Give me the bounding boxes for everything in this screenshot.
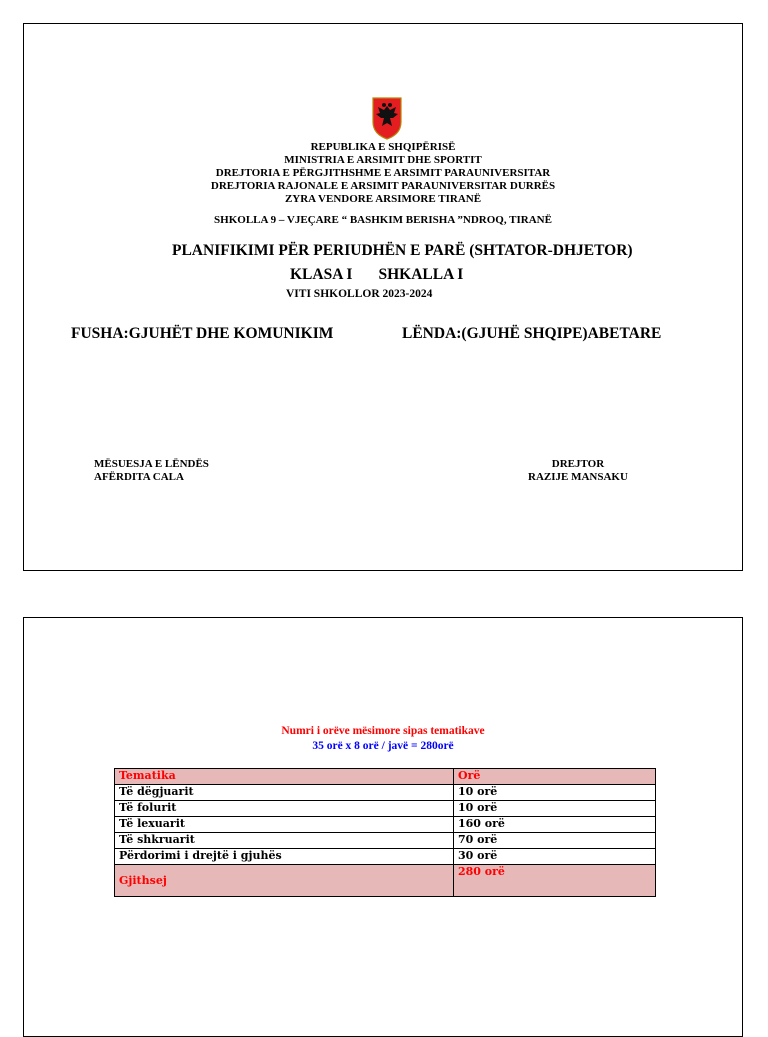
- header-line-local-office: ZYRA VENDORE ARSIMORE TIRANË: [284, 193, 482, 205]
- hours-cell: 30 orë: [454, 849, 656, 865]
- table-header-row: [115, 769, 656, 785]
- header-line-ministry: MINISTRIA E ARSIMIT DHE SPORTIT: [284, 154, 482, 166]
- class-label: KLASA I: [290, 266, 353, 283]
- teacher-role: MËSUESJA E LËNDËS: [94, 458, 209, 470]
- table-row: [115, 849, 656, 865]
- hours-cell: 10 orë: [454, 801, 656, 817]
- table-row: [115, 833, 656, 849]
- cover-page: [23, 23, 743, 571]
- hours-cell: 10 orë: [454, 785, 656, 801]
- teacher-name: AFËRDITA CALA: [94, 471, 184, 483]
- albanian-eagle-emblem-icon: [370, 96, 404, 140]
- total-label-cell: Gjithsej: [115, 865, 454, 897]
- header-line-republic: REPUBLIKA E SHQIPËRISË: [310, 141, 456, 153]
- topic-cell: Të folurit: [115, 801, 454, 817]
- topic-cell: Të lexuarit: [115, 817, 454, 833]
- school-year: VITI SHKOLLOR 2023-2024: [286, 288, 433, 300]
- hours-cell: 160 orë: [454, 817, 656, 833]
- class-level-line: [290, 266, 463, 284]
- table-row: [115, 801, 656, 817]
- header-line-regional-directorate: DREJTORIA RAJONALE E ARSIMIT PARAUNIVERSITAR DURRËS: [210, 180, 556, 192]
- director-name: RAZIJE MANSAKU: [528, 471, 628, 483]
- director-role: DREJTOR: [551, 458, 605, 470]
- table-row: [115, 817, 656, 833]
- table-row: [115, 785, 656, 801]
- hours-page: [23, 617, 743, 1037]
- field-label: FUSHA:GJUHËT DHE KOMUNIKIM: [71, 325, 334, 342]
- school-name: SHKOLLA 9 – VJEÇARE “ BASHKIM BERISHA ”NDROQ, TIRANË: [214, 214, 552, 226]
- hours-table: [114, 768, 656, 897]
- director-signature-block: [528, 458, 628, 484]
- topic-cell: Përdorimi i drejtë i gjuhës: [115, 849, 454, 865]
- topic-cell: Të shkruarit: [115, 833, 454, 849]
- header-cell-topic: Tematika: [115, 769, 454, 785]
- hours-subtitle: 35 orë x 8 orë / javë = 280orë: [312, 740, 454, 752]
- topic-cell: Të dëgjuarit: [115, 785, 454, 801]
- hours-cell: 70 orë: [454, 833, 656, 849]
- level-label: SHKALLA I: [378, 266, 464, 283]
- subject-label: LËNDA:(GJUHË SHQIPE)ABETARE: [402, 325, 662, 342]
- header-line-general-directorate: DREJTORIA E PËRGJITHSHME E ARSIMIT PARAUNIVERSITAR: [215, 167, 551, 179]
- table-total-row: [115, 865, 656, 897]
- header-cell-hours: Orë: [454, 769, 656, 785]
- total-hours-cell: 280 orë: [454, 865, 656, 897]
- plan-title: PLANIFIKIMI PËR PERIUDHËN E PARË (SHTATOR-DHJETOR): [172, 242, 633, 259]
- hours-title: Numri i orëve mësimore sipas tematikave: [281, 725, 485, 737]
- teacher-signature-block: [94, 458, 209, 484]
